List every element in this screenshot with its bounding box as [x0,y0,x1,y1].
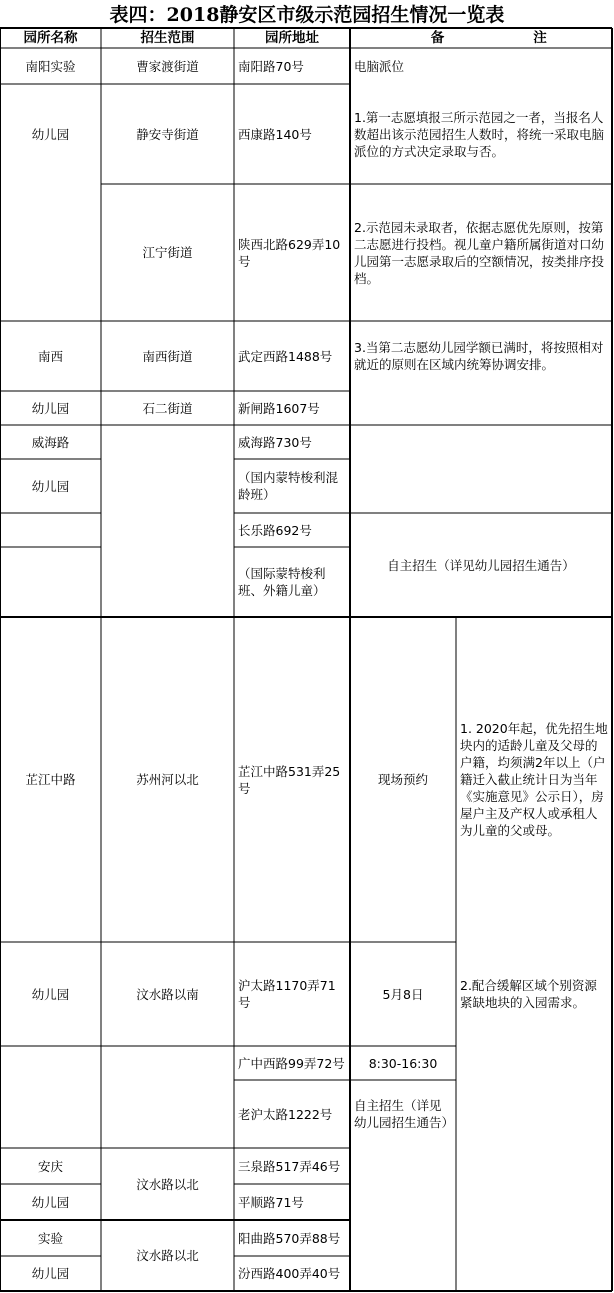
wenshui-south-scope: 汶水路以南 [136,986,199,1002]
changle-address: 长乐路692号 [238,522,312,538]
weihai-class: （国内蒙特梭利混龄班） [238,470,339,502]
weihai-name: 威海路 [31,434,70,450]
appointment-date: 5月8日 [382,986,424,1002]
fenxi-address: 汾西路400弄40号 [238,1266,341,1281]
nanyang-address: 南阳路70号 [238,58,304,74]
page-title: 表四：2018静安区市级示范园招生情况一览表 [109,4,505,26]
wuding-address: 武定西路1488号 [238,348,333,364]
zhijiang-name: 芷江中路 [25,772,76,787]
shaanxi-address: 陕西北路629弄10号 [238,236,341,269]
xikang-address: 西康路140号 [238,126,312,142]
nanyang-kindergarten: 幼儿园 [31,126,70,142]
header-remarks-2: 注 [533,29,547,46]
policy-note-3: 3.当第二志愿幼儿园学额已满时，将按照相对就近的原则在区域内统筹协调安排。 [354,340,604,372]
header-address: 园所地址 [265,29,319,46]
nanyang-note: 电脑派位 [354,58,405,74]
jingansi-scope: 静安寺街道 [136,126,199,142]
jiangning-scope: 江宁街道 [142,245,193,260]
header-remarks-1: 备 [430,29,445,46]
weihai-kindergarten: 幼儿园 [31,478,70,494]
appointment-time: 8:30-16:30 [368,1055,438,1071]
hutai-address: 沪太路1170弄71号 [238,978,336,1010]
policy-note-5: 2.配合缓解区域个别资源紧缺地块的入园需求。 [460,978,597,1010]
wenshui-north-scope-2: 汶水路以北 [136,1248,199,1263]
anqing-name: 安庆 [37,1158,63,1174]
zhijiang-scope: 苏州河以北 [136,772,199,787]
zhijiang-address: 芷江中路531弄25号 [238,763,341,796]
zhijiang-kindergarten: 幼儿园 [31,986,70,1002]
weihai-address: 威海路730号 [238,434,312,450]
nanxi-name: 南西 [37,348,63,364]
changle-class: （国际蒙特梭利班、外籍儿童） [238,566,326,598]
pingshun-address: 平顺路71号 [238,1194,304,1210]
xinzha-address: 新闸路1607号 [238,400,320,416]
onsite-appointment: 现场预约 [377,772,428,787]
guangzhong-address: 广中西路99弄72号 [238,1055,345,1071]
wenshui-north-scope-1: 汶水路以北 [136,1176,199,1192]
shierguo-scope: 石二街道 [142,400,193,416]
policy-note-2: 2.示范园未录取者，依据志愿优先原则，按第二志愿进行投档。视儿童户籍所属街道对口幼儿园第一志愿录取后的空额情况，按类排序投档。 [354,219,605,286]
nanyang-scope: 曹家渡街道 [136,58,199,74]
nanxi-kindergarten: 幼儿园 [31,400,70,416]
nanxi-scope: 南西街道 [142,348,193,364]
nanyang-name: 南阳实验 [25,58,76,74]
shiyan-name: 实验 [37,1230,63,1246]
header-scope: 招生范围 [140,29,195,46]
header-name: 园所名称 [23,29,78,46]
shiyan-kindergarten: 幼儿园 [31,1266,70,1281]
yangqu-address: 阳曲路570弄88号 [238,1230,341,1246]
self-enroll-note: 自主招生（详见幼儿园招生通告） [387,557,575,573]
sanquan-address: 三泉路517弄46号 [238,1158,341,1174]
self-enroll-note-2: 自主招生（详见幼儿园招生通告） [354,1098,455,1130]
policy-note-1: 1.第一志愿填报三所示范园之一者，当报名人数超出该示范园招生人数时，将统一采取电脑派位的方式决定录取与否。 [354,109,605,159]
policy-note-4: 1. 2020年起，优先招生地块内的适龄儿童及父母的户籍，均须满2年以上（户籍迁入截止统计日为当年《实施意见》公示日），房屋户主及产权人或承租人为儿童的父或母。 [460,721,608,838]
laohutai-address: 老沪太路1222号 [238,1106,333,1122]
anqing-kindergarten: 幼儿园 [31,1194,70,1210]
